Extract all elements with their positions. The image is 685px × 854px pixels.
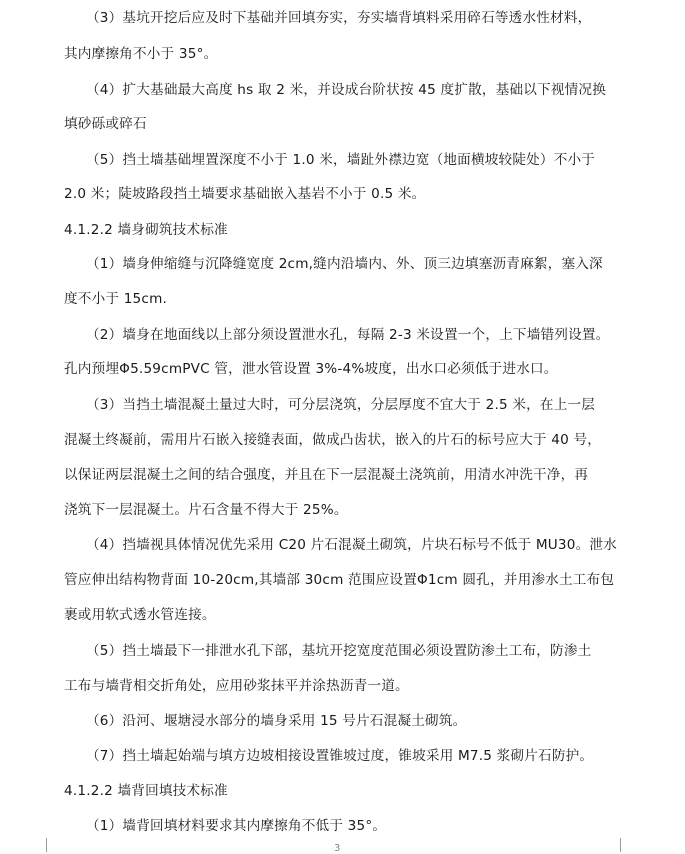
paragraph-line: 浇筑下一层混凝土。片石含量不得大于 25%。 bbox=[64, 502, 348, 518]
margin-corner-mark bbox=[36, 838, 47, 852]
paragraph-line: 混凝土终凝前，需用片石嵌入接缝表面，做成凸齿状，嵌入的片石的标号应大于 40 号， bbox=[64, 432, 602, 448]
paragraph-line: 填砂砾或碎石 bbox=[64, 116, 147, 132]
paragraph-line: （1）墙身伸缩缝与沉降缝宽度 2cm,缝内沿墙内、外、顶三边填塞沥青麻絮，塞入深 bbox=[86, 256, 603, 272]
paragraph-line: （7）挡土墙起始端与填方边坡相接设置锥坡过度，锥坡采用 M7.5 浆砌片石防护。 bbox=[86, 748, 594, 764]
paragraph-line: 2.0 米；陡坡路段挡土墙要求基础嵌入基岩不小于 0.5 米。 bbox=[64, 186, 426, 202]
paragraph-line: （4）挡墙视具体情况优先采用 C20 片石混凝土砌筑，片块石标号不低于 MU30。泄水 bbox=[86, 537, 617, 553]
paragraph-line: 其内摩擦角不小于 35°。 bbox=[64, 46, 218, 62]
paragraph-line: 孔内预埋Φ5.59cmPVC 管，泄水管设置 3%-4%坡度，出水口必须低于进水口。 bbox=[64, 361, 558, 377]
paragraph-line: （3）当挡土墙混凝土量过大时，可分层浇筑，分层厚度不宜大于 2.5 米，在上一层 bbox=[86, 397, 596, 413]
paragraph-line: 工布与墙背相交折角处，应用砂浆抹平并涂热沥青一道。 bbox=[64, 678, 409, 694]
section-heading: 4.1.2.2 墙身砌筑技术标准 bbox=[64, 222, 228, 238]
paragraph-line: （2）墙身在地面线以上部分须设置泄水孔，每隔 2-3 米设置一个，上下墙错列设置。 bbox=[86, 327, 610, 343]
paragraph-line: （3）基坑开挖后应及时下基础并回填夯实，夯实墙背填料采用碎石等透水性材料， bbox=[86, 10, 592, 26]
paragraph-line: 度不小于 15cm. bbox=[64, 291, 168, 307]
section-heading: 4.1.2.2 墙背回填技术标准 bbox=[64, 783, 228, 799]
paragraph-line: 以保证两层混凝土之间的结合强度，并且在下一层混凝土浇筑前，用清水冲洗干净，再 bbox=[64, 467, 589, 483]
paragraph-line: （6）沿河、堰塘浸水部分的墙身采用 15 号片石混凝土砌筑。 bbox=[86, 713, 467, 729]
paragraph-line: （1）墙背回填材料要求其内摩擦角不低于 35°。 bbox=[86, 818, 387, 834]
paragraph-line: 管应伸出结构物背面 10-20cm,其墙部 30cm 范围应设置Φ1cm 圆孔，并用渗水土工布包 bbox=[64, 572, 615, 588]
page-number: 3 bbox=[334, 843, 341, 854]
paragraph-line: （4）扩大基础最大高度 hs 取 2 米，并设成台阶状按 45 度扩散，基础以下视情况换 bbox=[86, 82, 607, 98]
margin-corner-mark bbox=[620, 838, 631, 852]
paragraph-line: 裹或用软式透水管连接。 bbox=[64, 607, 216, 623]
paragraph-line: （5）挡土墙基础埋置深度不小于 1.0 米，墙趾外襟边宽（地面横坡较陡处）不小于 bbox=[86, 152, 596, 168]
paragraph-line: （5）挡土墙最下一排泄水孔下部，基坑开挖宽度范围必须设置防渗土工布，防渗土 bbox=[86, 643, 592, 659]
